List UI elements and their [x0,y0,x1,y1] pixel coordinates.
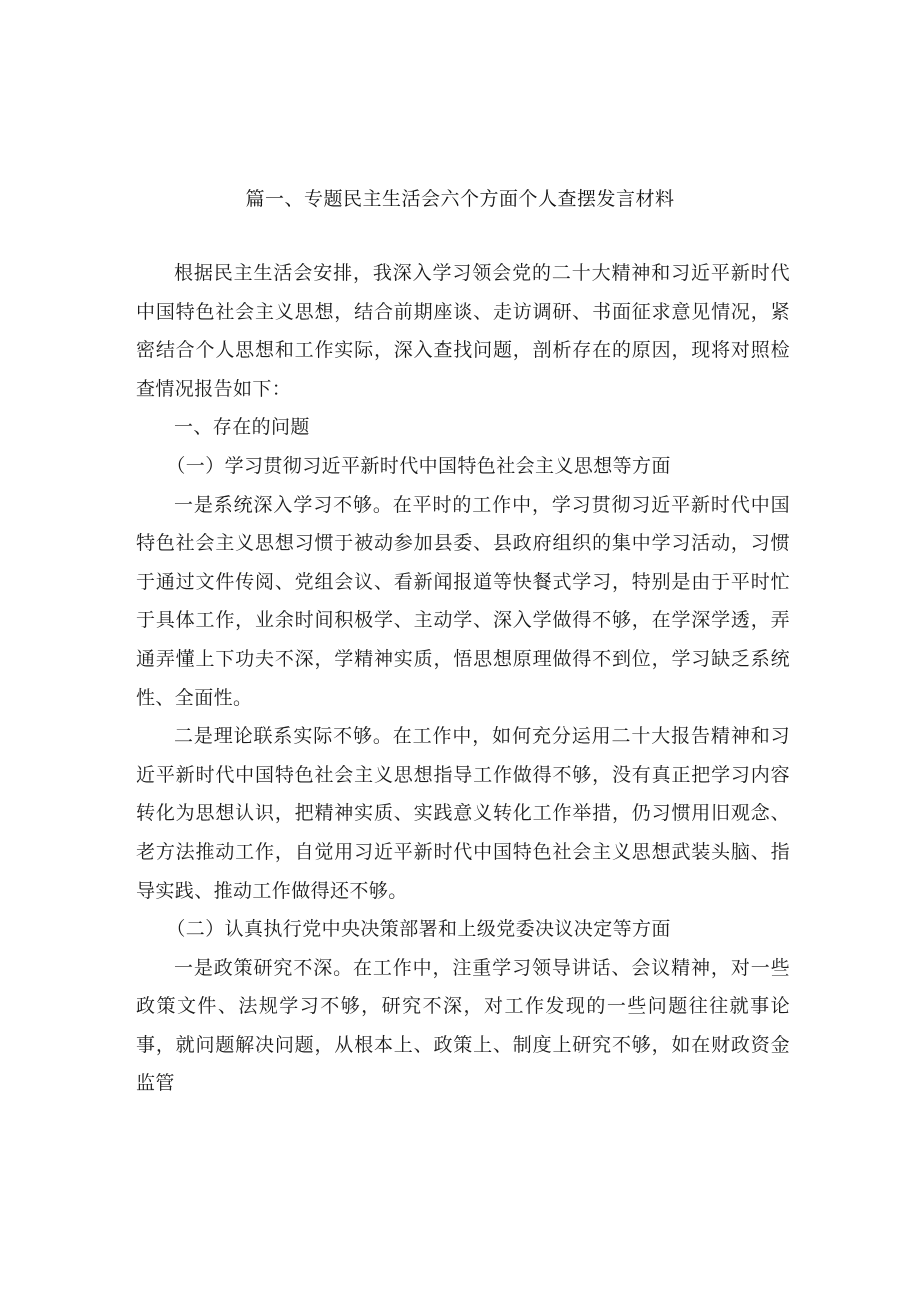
subsection-1-paragraph-2: 二是理论联系实际不够。在工作中，如何充分运用二十大报告精神和习近平新时代中国特色社会主义思想指导工作做得不够，没有真正把学习内容转化为思想认识，把精神实质、实践意义转化工作举措，仍习惯用旧观念、老方法推动工作，自觉用习近平新时代中国特色社会主义思想武装头脑、指导实践、推动工作做得还不够。 [136,725,790,902]
section-heading-problems: 一、存在的问题 [174,416,310,439]
subsection-heading-2: （二）认真执行党中央决策部署和上级党委决议决定等方面 [166,918,671,941]
document-body [136,254,790,1103]
subsection-heading-1: （一）学习贯彻习近平新时代中国特色社会主义思想等方面 [166,454,671,477]
document-title: 篇一、专题民主生活会六个方面个人查摆发言材料 [245,188,675,210]
subsection-1-paragraph-1: 一是系统深入学习不够。在平时的工作中，学习贯彻习近平新时代中国特色社会主义思想习惯于被动参加县委、县政府组织的集中学习活动，习惯于通过文件传阅、党组会议、看新闻报道等快餐式学习，特别是由于平时忙于具体工作，业余时间积极学、主动学、深入学做得不够，在学深学透，弄通弄懂上下功夫不深，学精神实质，悟思想原理做得不到位，学习缺乏系统性、全面性。 [136,493,790,709]
subsection-2-paragraph-1: 一是政策研究不深。在工作中，注重学习领导讲话、会议精神，对一些政策文件、法规学习不够，研究不深，对工作发现的一些问题往往就事论事，就问题解决问题，从根本上、政策上、制度上研究不够，如在财政资金监管 [136,956,790,1095]
intro-paragraph: 根据民主生活会安排，我深入学习领会党的二十大精神和习近平新时代中国特色社会主义思想，结合前期座谈、走访调研、书面征求意见情况，紧密结合个人思想和工作实际，深入查找问题，剖析存在的原因，现将对照检查情况报告如下： [136,262,790,400]
